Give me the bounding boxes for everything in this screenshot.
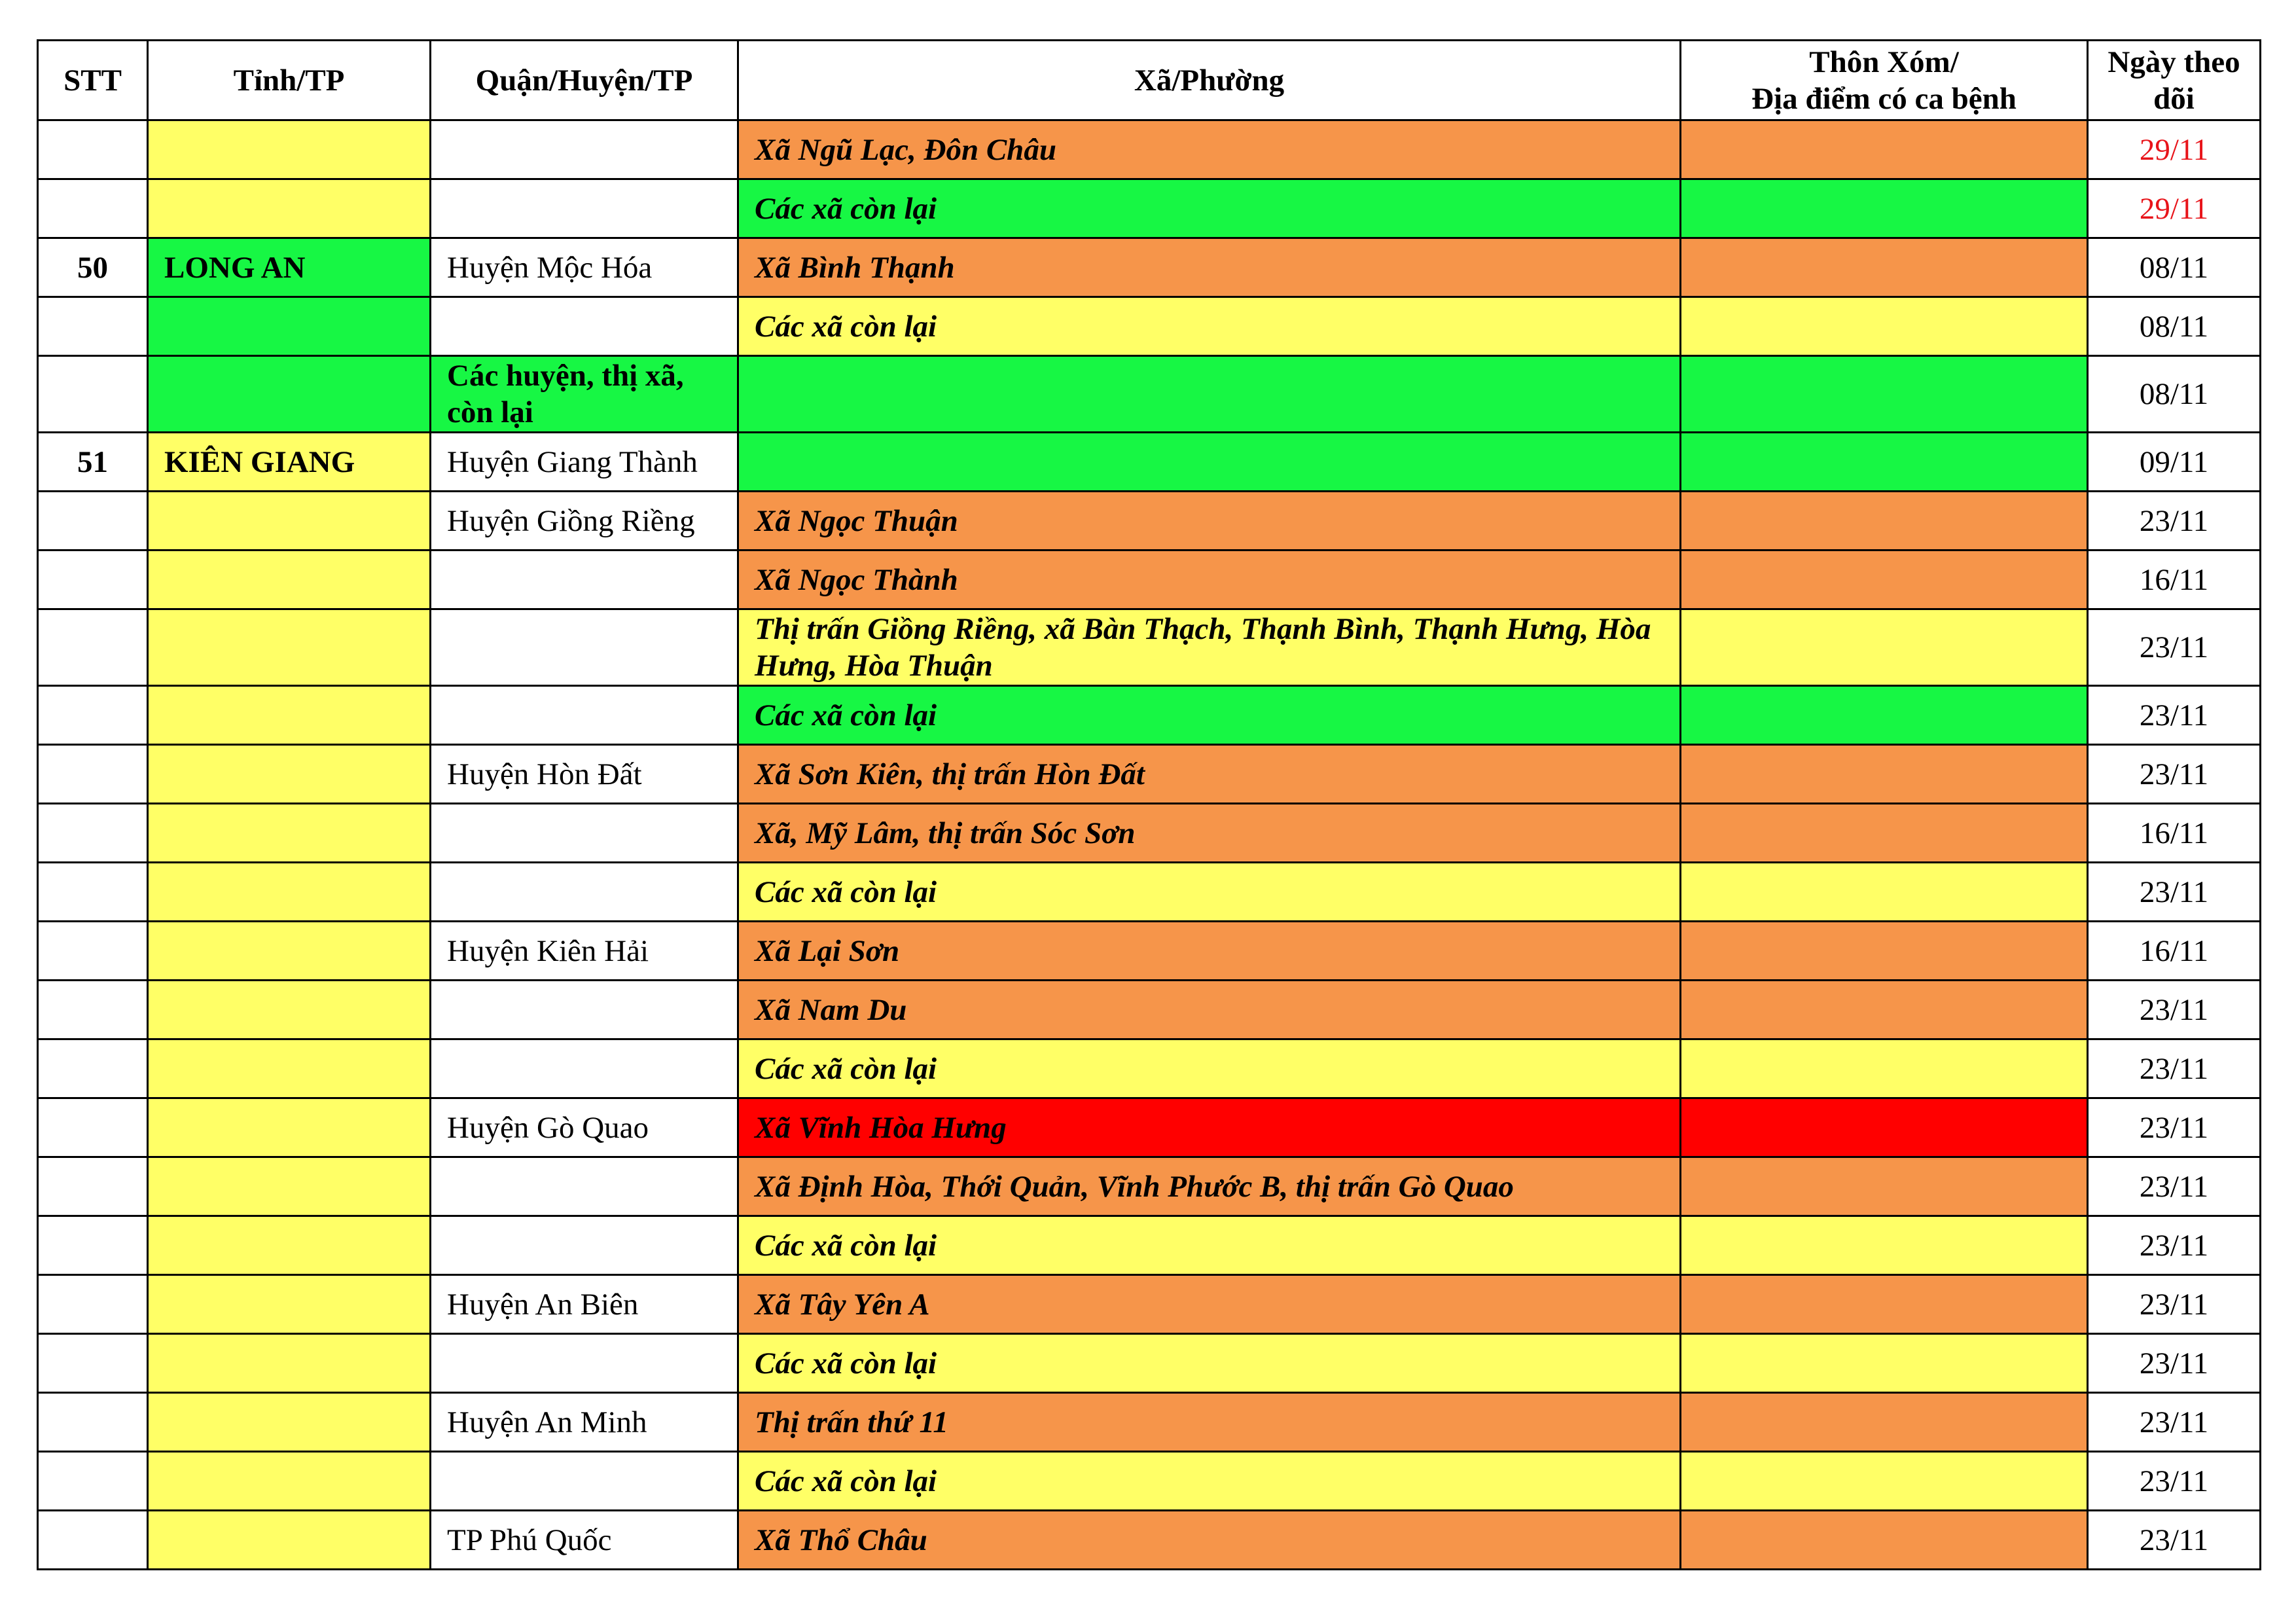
cell-province (148, 120, 431, 179)
cell-date: 16/11 (2088, 804, 2261, 863)
cell-province (148, 492, 431, 550)
cell-stt (38, 1393, 148, 1452)
cell-date: 23/11 (2088, 492, 2261, 550)
cell-date: 23/11 (2088, 1275, 2261, 1334)
cell-province (148, 1098, 431, 1157)
header-row (38, 41, 2261, 120)
cell-stt (38, 922, 148, 981)
cell-hamlet (1681, 297, 2088, 356)
cell-stt (38, 1334, 148, 1393)
header-hamlet (1681, 41, 2088, 120)
cell-ward: Xã Bình Thạnh (738, 238, 1681, 297)
cell-date: 23/11 (2088, 745, 2261, 804)
cell-hamlet (1681, 356, 2088, 433)
cell-stt (38, 609, 148, 686)
cell-stt (38, 1039, 148, 1098)
cell-district: Huyện An Minh (431, 1393, 738, 1452)
cell-ward: Xã Nam Du (738, 981, 1681, 1039)
cell-date: 08/11 (2088, 238, 2261, 297)
table-row (38, 238, 2261, 297)
cell-province (148, 297, 431, 356)
header-stt: STT (38, 41, 148, 120)
table-row (38, 120, 2261, 179)
cell-hamlet (1681, 492, 2088, 550)
cell-district: TP Phú Quốc (431, 1511, 738, 1570)
cell-stt (38, 492, 148, 550)
cell-province (148, 1157, 431, 1216)
cell-district: Huyện Giang Thành (431, 433, 738, 492)
cell-district (431, 1452, 738, 1511)
cell-date: 09/11 (2088, 433, 2261, 492)
cell-district (431, 179, 738, 238)
cell-hamlet (1681, 1157, 2088, 1216)
cell-date: 29/11 (2088, 179, 2261, 238)
cell-date: 23/11 (2088, 981, 2261, 1039)
cell-ward: Xã Ngọc Thành (738, 550, 1681, 609)
cell-province (148, 1216, 431, 1275)
cell-province (148, 863, 431, 922)
cell-province: KIÊN GIANG (148, 433, 431, 492)
cell-stt (38, 120, 148, 179)
cell-hamlet (1681, 1393, 2088, 1452)
table-row (38, 1098, 2261, 1157)
cell-district: Huyện Mộc Hóa (431, 238, 738, 297)
cell-district: Các huyện, thị xã, còn lại (431, 356, 738, 433)
cell-hamlet (1681, 550, 2088, 609)
cell-province (148, 922, 431, 981)
cell-ward: Các xã còn lại (738, 1334, 1681, 1393)
cell-date: 23/11 (2088, 1157, 2261, 1216)
cell-province (148, 686, 431, 745)
table-row (38, 1216, 2261, 1275)
cell-date: 23/11 (2088, 1098, 2261, 1157)
cell-district (431, 609, 738, 686)
header-hamlet-line1: Thôn Xóm/ (1809, 45, 1959, 79)
cell-district: Huyện An Biên (431, 1275, 738, 1334)
cell-ward: Xã Thổ Châu (738, 1511, 1681, 1570)
table-row (38, 1275, 2261, 1334)
table-row (38, 745, 2261, 804)
table-row (38, 686, 2261, 745)
cell-district: Huyện Hòn Đất (431, 745, 738, 804)
cell-date: 29/11 (2088, 120, 2261, 179)
cell-date: 08/11 (2088, 356, 2261, 433)
cell-hamlet (1681, 1098, 2088, 1157)
cell-ward: Các xã còn lại (738, 863, 1681, 922)
cell-hamlet (1681, 1334, 2088, 1393)
cell-stt: 51 (38, 433, 148, 492)
table-row (38, 863, 2261, 922)
table-row (38, 297, 2261, 356)
cell-ward: Các xã còn lại (738, 1039, 1681, 1098)
cell-ward: Các xã còn lại (738, 179, 1681, 238)
header-hamlet-line2: Địa điểm có ca bệnh (1751, 81, 2017, 116)
table-body (38, 120, 2261, 1570)
table-row (38, 1157, 2261, 1216)
cell-province (148, 1275, 431, 1334)
cell-district (431, 297, 738, 356)
cell-province (148, 1452, 431, 1511)
cell-hamlet (1681, 745, 2088, 804)
cell-district (431, 1334, 738, 1393)
cell-province (148, 1039, 431, 1098)
header-date-line2: dõi (2153, 81, 2195, 116)
cell-hamlet (1681, 1275, 2088, 1334)
table-row (38, 922, 2261, 981)
cell-province (148, 981, 431, 1039)
table-row (38, 1452, 2261, 1511)
cell-province (148, 745, 431, 804)
table-row (38, 433, 2261, 492)
table-row (38, 804, 2261, 863)
cell-stt (38, 1098, 148, 1157)
table-row (38, 609, 2261, 686)
cell-province (148, 1393, 431, 1452)
cell-stt (38, 356, 148, 433)
cell-hamlet (1681, 804, 2088, 863)
table-header (38, 41, 2261, 120)
header-province: Tỉnh/TP (148, 41, 431, 120)
cell-hamlet (1681, 433, 2088, 492)
cell-stt: 50 (38, 238, 148, 297)
table-row (38, 356, 2261, 433)
cell-ward: Xã Sơn Kiên, thị trấn Hòn Đất (738, 745, 1681, 804)
cell-hamlet (1681, 863, 2088, 922)
cell-stt (38, 1452, 148, 1511)
cell-ward: Các xã còn lại (738, 1452, 1681, 1511)
cell-hamlet (1681, 120, 2088, 179)
cell-ward: Thị trấn Giồng Riềng, xã Bàn Thạch, Thạnh Bình, Thạnh Hưng, Hòa Hưng, Hòa Thuận (738, 609, 1681, 686)
header-district: Quận/Huyện/TP (431, 41, 738, 120)
table-row (38, 1039, 2261, 1098)
cell-district (431, 1157, 738, 1216)
cell-ward: Xã Ngọc Thuận (738, 492, 1681, 550)
cell-stt (38, 745, 148, 804)
cell-ward: Xã Vĩnh Hòa Hưng (738, 1098, 1681, 1157)
cell-ward: Các xã còn lại (738, 686, 1681, 745)
cell-district (431, 686, 738, 745)
cell-stt (38, 1216, 148, 1275)
cell-date: 23/11 (2088, 1511, 2261, 1570)
header-ward: Xã/Phường (738, 41, 1681, 120)
cell-province (148, 1334, 431, 1393)
header-date-line1: Ngày theo (2108, 45, 2240, 79)
cell-stt (38, 297, 148, 356)
cell-date: 23/11 (2088, 1334, 2261, 1393)
cell-hamlet (1681, 922, 2088, 981)
cell-hamlet (1681, 686, 2088, 745)
table-row (38, 1393, 2261, 1452)
cell-province (148, 356, 431, 433)
cell-hamlet (1681, 238, 2088, 297)
cell-district (431, 120, 738, 179)
cell-stt (38, 1157, 148, 1216)
cell-stt (38, 863, 148, 922)
cell-ward: Xã Tây Yên A (738, 1275, 1681, 1334)
table-row (38, 179, 2261, 238)
table-row (38, 550, 2261, 609)
cell-stt (38, 686, 148, 745)
cell-stt (38, 1275, 148, 1334)
cell-district: Huyện Giồng Riềng (431, 492, 738, 550)
cell-ward: Xã Định Hòa, Thới Quản, Vĩnh Phước B, thị trấn Gò Quao (738, 1157, 1681, 1216)
cell-district (431, 1039, 738, 1098)
cell-hamlet (1681, 1452, 2088, 1511)
cell-hamlet (1681, 179, 2088, 238)
cell-date: 08/11 (2088, 297, 2261, 356)
cell-district: Huyện Gò Quao (431, 1098, 738, 1157)
cell-date: 23/11 (2088, 609, 2261, 686)
cell-stt (38, 550, 148, 609)
cell-ward: Các xã còn lại (738, 297, 1681, 356)
cell-province: LONG AN (148, 238, 431, 297)
cell-district: Huyện Kiên Hải (431, 922, 738, 981)
cell-hamlet (1681, 609, 2088, 686)
table-row (38, 1511, 2261, 1570)
cell-district (431, 981, 738, 1039)
table-row (38, 492, 2261, 550)
cell-province (148, 179, 431, 238)
cell-hamlet (1681, 1039, 2088, 1098)
status-table (37, 39, 2261, 1570)
cell-hamlet (1681, 1216, 2088, 1275)
cell-province (148, 1511, 431, 1570)
cell-ward (738, 356, 1681, 433)
cell-stt (38, 179, 148, 238)
cell-district (431, 1216, 738, 1275)
cell-district (431, 863, 738, 922)
cell-province (148, 609, 431, 686)
cell-ward (738, 433, 1681, 492)
cell-date: 23/11 (2088, 686, 2261, 745)
cell-province (148, 550, 431, 609)
cell-ward: Xã Ngũ Lạc, Đôn Châu (738, 120, 1681, 179)
cell-stt (38, 981, 148, 1039)
cell-stt (38, 804, 148, 863)
cell-district (431, 804, 738, 863)
cell-date: 16/11 (2088, 922, 2261, 981)
cell-date: 23/11 (2088, 1039, 2261, 1098)
cell-hamlet (1681, 981, 2088, 1039)
cell-stt (38, 1511, 148, 1570)
cell-province (148, 804, 431, 863)
cell-ward: Xã Lại Sơn (738, 922, 1681, 981)
cell-ward: Các xã còn lại (738, 1216, 1681, 1275)
cell-hamlet (1681, 1511, 2088, 1570)
cell-date: 16/11 (2088, 550, 2261, 609)
table-row (38, 981, 2261, 1039)
cell-ward: Xã, Mỹ Lâm, thị trấn Sóc Sơn (738, 804, 1681, 863)
cell-date: 23/11 (2088, 1452, 2261, 1511)
cell-date: 23/11 (2088, 863, 2261, 922)
cell-district (431, 550, 738, 609)
table-row (38, 1334, 2261, 1393)
cell-date: 23/11 (2088, 1393, 2261, 1452)
header-date (2088, 41, 2261, 120)
cell-ward: Thị trấn thứ 11 (738, 1393, 1681, 1452)
cell-date: 23/11 (2088, 1216, 2261, 1275)
